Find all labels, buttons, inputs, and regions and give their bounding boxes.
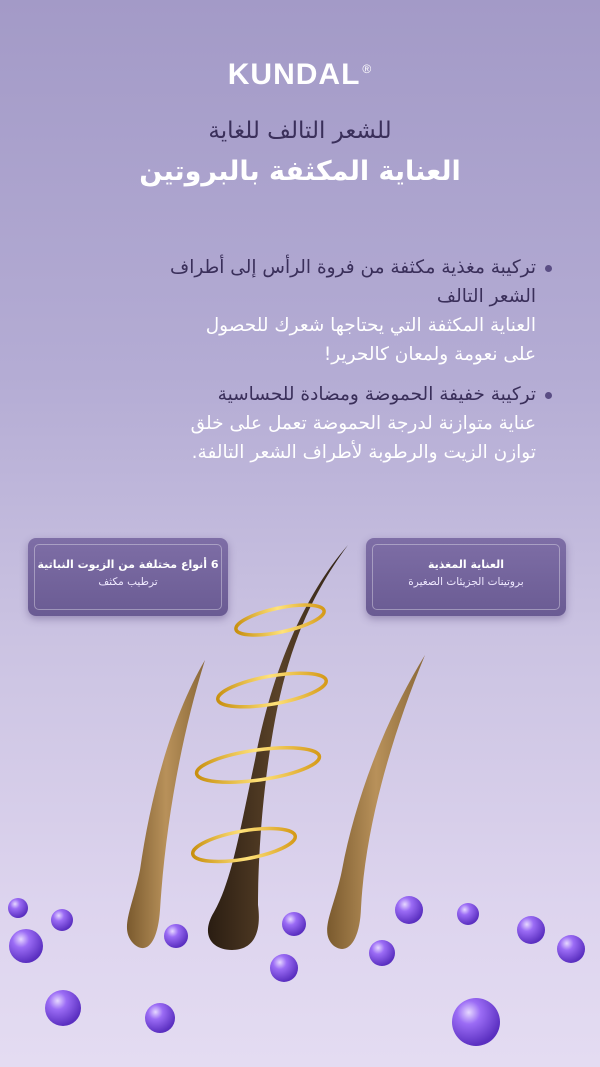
badge-plant-oils-title: 6 أنواع مختلفة من الزيوت النباتية <box>37 558 219 571</box>
feature-bullet-2 <box>56 380 536 467</box>
feature-bullet-1 <box>56 253 536 369</box>
bullet-dot-icon <box>545 392 552 399</box>
feature-2-heading-line-1: تركيبة خفيفة الحموضة ومضادة للحساسية <box>217 384 536 405</box>
feature-2-heading <box>56 380 536 409</box>
badge-nourishing-subtitle: بروتينات الجزيئات الصغيرة <box>408 576 524 588</box>
headline-line-2: العناية المكثفة بالبروتين <box>139 156 461 187</box>
badge-nourishing-title: العناية المغذية <box>427 558 504 571</box>
feature-2-body-line-1: عناية متوازنة لدرجة الحموضة تعمل على خلق <box>190 413 536 434</box>
feature-1-heading-line-1: تركيبة مغذية مكثفة من فروة الرأس إلى أطراف <box>170 257 536 278</box>
registered-mark: ® <box>362 62 373 76</box>
feature-1-heading <box>56 253 536 311</box>
brand-name: KUNDAL <box>227 58 361 91</box>
purple-spheres <box>8 896 585 1046</box>
feature-1-heading-line-2: الشعر التالف <box>436 286 536 307</box>
feature-2-body <box>56 409 536 467</box>
hair-strand-left <box>127 660 205 948</box>
feature-1-body-line-2: على نعومة ولمعان كالحرير! <box>323 344 536 365</box>
headline-line-1: للشعر التالف للغاية <box>208 118 392 144</box>
badge-plant-oils-subtitle: ترطيب مكثف <box>98 576 158 588</box>
hair-illustration <box>0 520 600 1067</box>
brand-logo <box>0 58 600 92</box>
bullet-dot-icon <box>545 265 552 272</box>
gold-helix <box>190 599 328 868</box>
feature-1-body <box>56 311 536 369</box>
feature-1-body-line-1: العناية المكثفة التي يحتاجها شعرك للحصول <box>205 315 536 336</box>
feature-2-body-line-2: توازن الزيت والرطوبة لأطراف الشعر التالفة. <box>191 442 536 463</box>
